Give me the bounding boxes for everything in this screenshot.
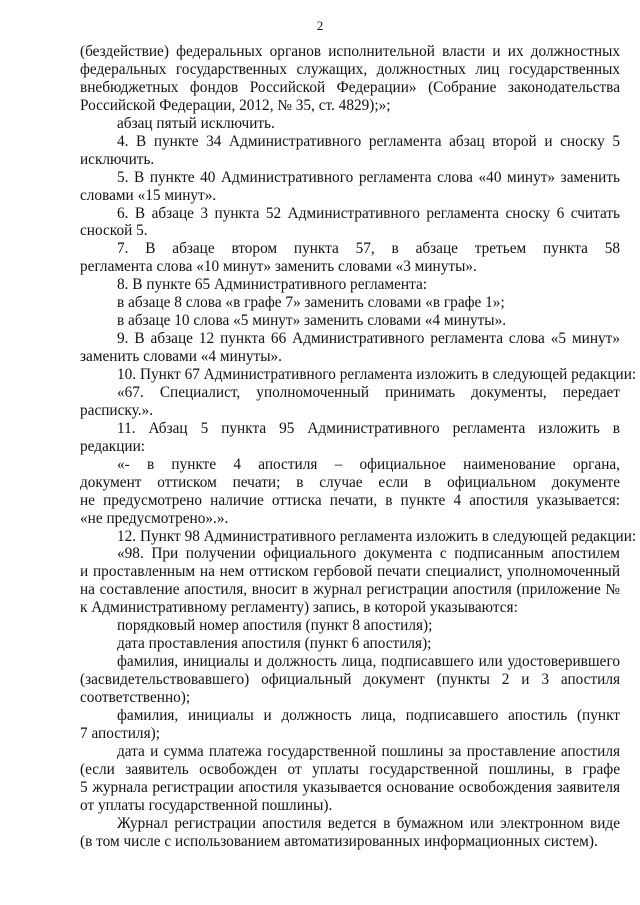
text-line: 10. Пункт 67 Административного регламента изложить в следующей редакции: xyxy=(117,366,637,384)
paragraph xyxy=(80,707,620,743)
text-line: 12. Пункт 98 Административного регламента изложить в следующей редакции: xyxy=(117,527,637,545)
text-line: «98. При получении официального документа с подписанным апостилем xyxy=(117,545,620,563)
paragraph xyxy=(80,617,620,635)
paragraph xyxy=(80,456,620,528)
document-body xyxy=(80,43,637,851)
paragraph xyxy=(80,635,620,653)
text-line: не предусмотрено наличие оттиска печати, в пункте 4 апостиля указывается: xyxy=(80,491,620,509)
text-line: фамилия, инициалы и должность лица, подписавшего апостиль (пункт xyxy=(117,706,620,724)
paragraph xyxy=(80,366,637,384)
text-line: соответственно); xyxy=(80,689,191,707)
paragraph xyxy=(80,240,620,276)
text-line: к Административному регламенту) запись, в которой указываются: xyxy=(80,599,518,617)
text-line: 7. В абзаце втором пункта 57, в абзаце третьем пункта 58 xyxy=(117,240,620,258)
text-line: в абзаце 8 слова «в графе 7» заменить словами «в графе 1»; xyxy=(117,294,505,312)
paragraph xyxy=(80,205,620,241)
paragraph xyxy=(80,294,620,312)
text-line: 5 журнала регистрации апостиля указывается основание освобождения заявителя xyxy=(80,778,620,796)
text-line: Российской Федерации, 2012, № 35, ст. 4829);»; xyxy=(80,96,391,114)
paragraph xyxy=(80,43,620,115)
text-line: 6. В абзаце 3 пункта 52 Административного регламента сноску 6 считать xyxy=(117,204,620,222)
text-line: сноской 5. xyxy=(80,222,148,240)
text-line: 4. В пункте 34 Административного регламента абзац второй и сноску 5 xyxy=(117,132,620,150)
paragraph xyxy=(80,312,620,330)
text-line: на составление апостиля, вносит в журнал регистрации апостиля (приложение № xyxy=(80,581,620,599)
text-line: словами «15 минут». xyxy=(80,186,217,204)
text-line: (бездействие) федеральных органов исполнительной власти и их должностных xyxy=(80,43,620,60)
text-line: 7 апостиля); xyxy=(80,724,160,742)
text-line: (если заявитель освобожден от уплаты государственной пошлины, в графе xyxy=(80,760,620,778)
page-number: 2 xyxy=(316,18,324,33)
text-line: и проставленным на нем оттиском гербовой печати специалист, уполномоченный xyxy=(80,563,620,581)
text-line: исключить. xyxy=(80,150,155,168)
paragraph xyxy=(80,653,620,707)
text-line: внебюджетных фондов Российской Федерации» (Собрание законодательства xyxy=(80,78,620,96)
text-line: «- в пункте 4 апостиля – официальное наименование органа, xyxy=(117,455,620,473)
text-line: дата проставления апостиля (пункт 6 апостиля); xyxy=(117,635,432,653)
text-line: 8. В пункте 65 Административного регламента: xyxy=(117,276,427,294)
paragraph xyxy=(80,133,620,169)
text-line: «67. Специалист, уполномоченный принимать документы, передает xyxy=(117,383,620,401)
paragraph xyxy=(80,115,620,133)
paragraph xyxy=(80,330,620,366)
text-line: (в том числе с использованием автоматизированных информационных систем). xyxy=(80,832,598,850)
text-line: расписку.». xyxy=(80,401,154,419)
text-line: заменить словами «4 минуты». xyxy=(80,348,282,366)
text-line: фамилия, инициалы и должность лица, подписавшего или удостоверившего xyxy=(117,653,620,671)
paragraph xyxy=(80,420,620,456)
paragraph xyxy=(80,169,620,205)
text-line: от уплаты государственной пошлины). xyxy=(80,796,333,814)
text-line: документ оттиском печати; в случае если в официальном документе xyxy=(80,473,620,491)
paragraph xyxy=(80,743,620,815)
text-line: 5. В пункте 40 Административного регламента слова «40 минут» заменить xyxy=(117,168,620,186)
text-line: редакции: xyxy=(80,437,146,455)
text-line: Журнал регистрации апостиля ведется в бумажном или электронном виде xyxy=(117,814,620,832)
paragraph xyxy=(80,276,620,294)
paragraph xyxy=(80,545,620,617)
text-line: 9. В абзаце 12 пункта 66 Административного регламента слова «5 минут» xyxy=(117,330,620,348)
text-line: «не предусмотрено».». xyxy=(80,509,229,527)
text-line: (засвидетельствовавшего) официальный документ (пункты 2 и 3 апостиля xyxy=(80,671,620,689)
text-line: дата и сумма платежа государственной пошлины за проставление апостиля xyxy=(117,742,620,760)
text-line: 11. Абзац 5 пункта 95 Административного регламента изложить в xyxy=(117,419,620,437)
text-line: порядковый номер апостиля (пункт 8 апостиля); xyxy=(117,617,433,635)
paragraph xyxy=(80,527,637,546)
text-line: абзац пятый исключить. xyxy=(117,114,275,132)
text-line: регламента слова «10 минут» заменить словами «3 минуты». xyxy=(80,258,477,276)
text-line: федеральных государственных служащих, должностных лиц государственных xyxy=(80,60,620,78)
paragraph xyxy=(80,384,620,420)
text-line: в абзаце 10 слова «5 минут» заменить словами «4 минуты». xyxy=(117,312,507,330)
paragraph xyxy=(80,815,620,851)
